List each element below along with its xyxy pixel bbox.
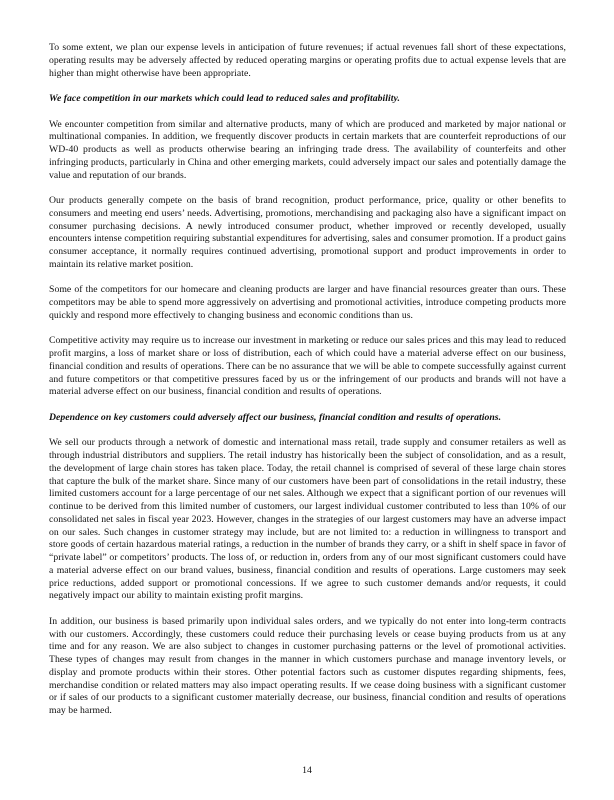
page-number: 14 xyxy=(302,765,312,776)
document-body xyxy=(49,42,566,731)
body-paragraph: Our products generally compete on the basis of brand recognition, product performance, price, quality or other benefits to consumers and meeting end users’ needs. Advertising, promotions, merchandising and packaging also have a significant impact on consumer purchasing decisions. A newly introduced consumer product, whether improved or recently developed, usually encounters intense competition requiring substantial expenditures for advertising, sales and consumer promotion. If a product gains consumer acceptance, it normally requires continued advertising, promotional support and product improvements in order to maintain its relative market position. xyxy=(49,195,566,270)
risk-factor-heading: We face competition in our markets which could lead to reduced sales and profitability. xyxy=(49,93,400,104)
body-paragraph: Some of the competitors for our homecare and cleaning products are larger and have financial resources greater than ours. These competitors may be able to spend more aggressively on advertising and promotional activities, introduce competing products more quickly and respond more effectively to changing business and economic conditions than us. xyxy=(49,284,566,321)
body-paragraph: Competitive activity may require us to increase our investment in marketing or reduce our sales prices and this may lead to reduced profit margins, a loss of market share or loss of distribution, each of which could have a material adverse effect on our business, financial condition and results of operations. There can be no assurance that we will be able to compete successfully against current and future competitors or that competitive pressures faced by us or the infringement of our products and brands will not have a material adverse effect on our business, financial condition and results of operations. xyxy=(49,335,566,398)
body-paragraph: We sell our products through a network of domestic and international mass retail, trade supply and consumer retailers as well as through industrial distributors and suppliers. The retail industry has historically been the subject of consolidation, and as a result, the development of large chain stores has taken place. Today, the retail channel is comprised of several of these large chain stores that capture the bulk of the market share. Since many of our customers have been part of consolidations in the retail industry, these limited customers account for a large percentage of our net sales. Although we expect that a significant portion of our revenues will continue to be derived from this limited number of customers, our largest individual customer contributed to less than 10% of our consolidated net sales in fiscal year 2023. However, changes in the strategies of our largest customers may have an adverse impact on our sales. Such changes in customer strategy may include, but are not limited to: a reduction in willingness to transport and store goods of certain hazardous material ratings, a reduction in the number of brands they carry, or a shift in shelf space in favor of “private label” or competitors’ products. The loss of, or reduction in, orders from any of our most significant customers could have a material adverse effect on our brand values, business, financial condition and results of operations. Large customers may seek price reductions, added support or promotional concessions. If we agree to such customer demands and/or requests, it could negatively impact our ability to maintain existing profit margins. xyxy=(49,437,566,602)
body-paragraph: To some extent, we plan our expense levels in anticipation of future revenues; if actual revenues fall short of these expectations, operating results may be adversely affected by reduced operating margins or operating profits due to actual expense levels that are higher than might otherwise have been appropriate. xyxy=(49,42,566,79)
body-paragraph: In addition, our business is based primarily upon individual sales orders, and we typically do not enter into long-term contracts with our customers. Accordingly, these customers could reduce their purchasing levels or cease buying products from us at any time and for any reason. We are also subject to changes in customer purchasing patterns or the level of promotional activities. These types of changes may result from changes in the manner in which customers purchase and manage inventory levels, or display and promote products within their stores. Other potential factors such as customer disputes regarding shipments, fees, merchandise condition or related matters may also impact operating results. If we cease doing business with a significant customer or if sales of our products to a significant customer materially decrease, our business, financial condition and results of operations may be harmed. xyxy=(49,615,566,716)
risk-factor-heading: Dependence on key customers could adversely affect our business, financial condition and results of operations. xyxy=(49,411,502,423)
body-paragraph: We encounter competition from similar and alternative products, many of which are produced and marketed by major national or multinational companies. In addition, we frequently discover products in certain markets that are counterfeit reproductions of our WD-40 products as well as products otherwise bearing an infringing trade dress. The availability of counterfeits and other infringing products, particularly in China and other emerging markets, could adversely impact our sales and potentially damage the value and reputation of our brands. xyxy=(49,118,566,181)
